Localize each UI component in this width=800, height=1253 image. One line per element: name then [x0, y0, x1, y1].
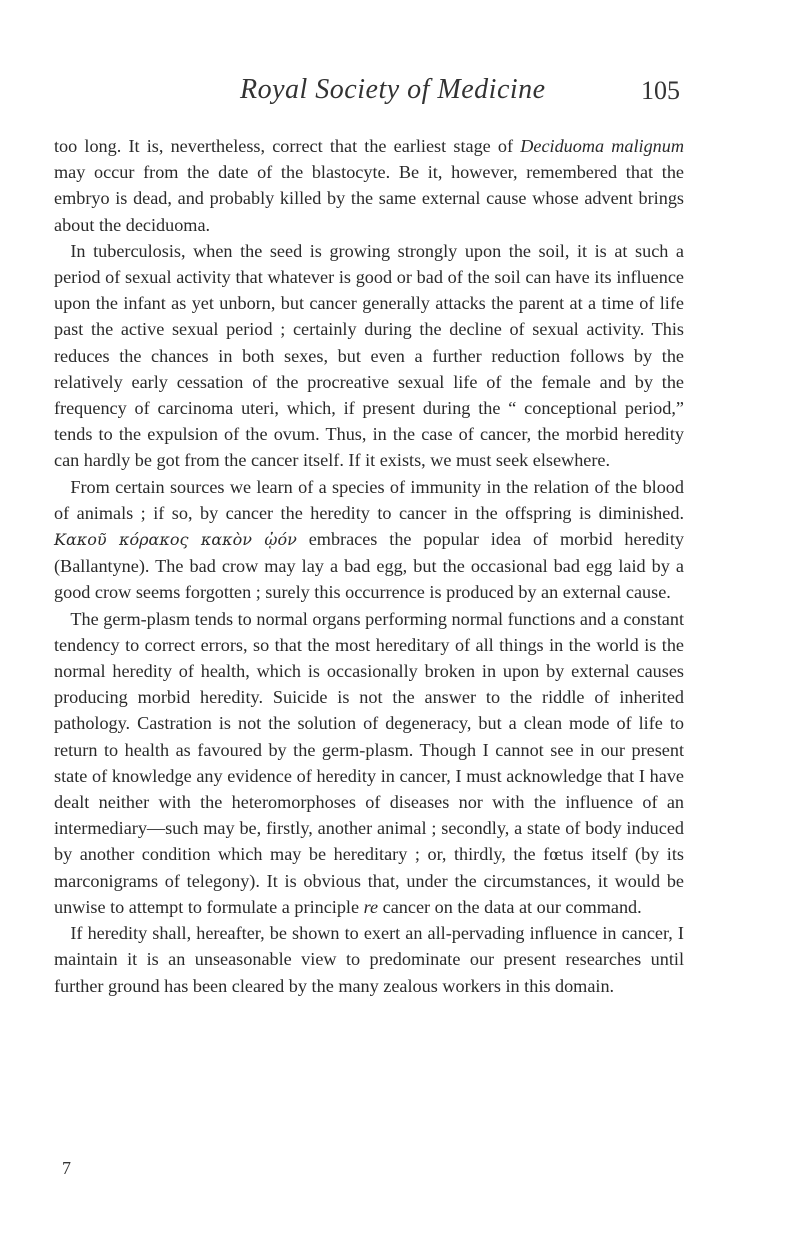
- paragraph: [54, 606, 684, 920]
- italic-text: re: [363, 896, 379, 917]
- text-run: embraces the popular idea of morbid heredity (Ballantyne). The bad crow may lay a bad egg, but the occasional bad egg laid by a good crow seems forgotten ; surely this occurrence is produced by an external cause.: [54, 529, 685, 603]
- text-run: From certain sources we learn of a species of immunity in the relation of the blood of animals ; if so, by cancer the heredity to cancer in the offspring is diminished.: [54, 476, 684, 523]
- paragraph: [54, 238, 684, 474]
- paragraph: [54, 474, 684, 606]
- text-run: may occur from the date of the blastocyte. Be it, however, remembered that the embryo is dead, and probably killed by the same external cause whose advent brings about the deciduoma.: [54, 162, 684, 235]
- text-run: In tuberculosis, when the seed is growing strongly upon the soil, it is at such a period of sexual activity that whatever is good or bad of the soil can have its influence upon the infant as yet unborn, but cancer generally attacks the parent at a time of life past the active sexual period ; certainly during the decline of sexual activity. This reduces the chances in both sexes, but even a further reduction follows by the relatively early cessation of the procreative sexual life of the female and by the frequency of carcinoma uteri, which, if present during the “ conceptional period,” tends to the expulsion of the ovum. Thus, in the case of cancer, the morbid heredity can hardly be got from the cancer itself. If it exists, we must seek elsewhere.: [54, 240, 684, 471]
- greek-phrase: Κακοῦ κόρακος κακὸν ᾠόν: [54, 530, 297, 550]
- paragraph: [54, 920, 684, 999]
- paragraph: [54, 133, 684, 238]
- running-title: Royal Society of Medicine: [240, 74, 546, 105]
- text-run: If heredity shall, hereafter, be shown to exert an all-pervading influence in cancer, I maintain it is an unseasonable view to predominate our present researches until further ground has been cleared by the many zealous workers in this domain.: [54, 923, 684, 996]
- signature-mark: 7: [62, 1158, 71, 1178]
- running-head: [0, 74, 800, 114]
- page-number: 105: [641, 76, 680, 105]
- italic-text: Deciduoma malignum: [520, 136, 684, 156]
- text-run: The germ-plasm tends to normal organs performing normal functions and a constant tendency to correct errors, so that the most hereditary of all things in the world is the normal heredity of health, which is occasionally broken in upon by external causes producing morbid heredity. Suicide is not the answer to the riddle of inherited pathology. Castration is not the solution of degeneracy, but a clean mode of life to return to health as favoured by the germ-plasm. Though I cannot see in our present state of knowledge any evidence of heredity in cancer, I must acknowledge that I have dealt neither with the heteromorphoses of diseases nor with the influence of an intermediary—such may be, firstly, another animal ; secondly, a state of body induced by another condition which may be hereditary ; or, thirdly, the fœtus itself (by its marconigrams of telegony). It is obvious that, under the circumstances, it would be unwise to attempt to formulate a principle: [54, 608, 684, 917]
- body-text: [54, 133, 684, 999]
- text-run: cancer on the data at our command.: [378, 896, 642, 917]
- text-run: too long. It is, nevertheless, correct that the earliest stage of: [54, 136, 521, 156]
